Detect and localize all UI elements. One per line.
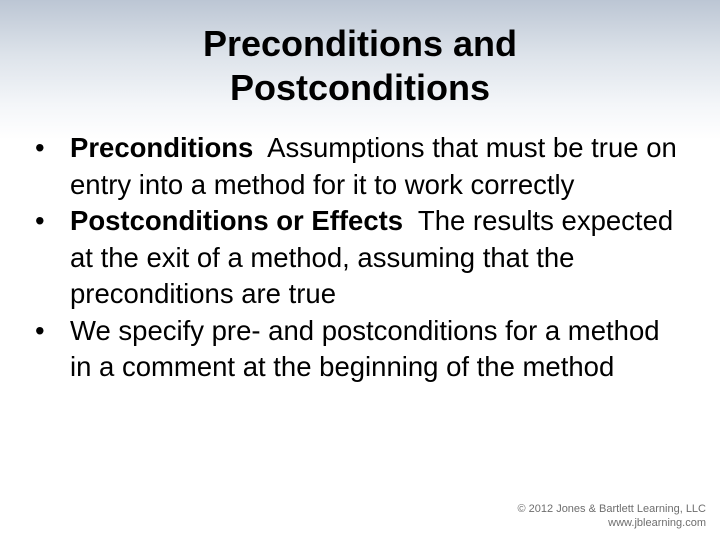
- bullet-text: The results expected at the exit of a method, assuming that the preconditions are true: [70, 205, 674, 309]
- bullet-text: Assumptions that must be true on entry into a method for it to work correctly: [70, 132, 677, 200]
- slide-title-line-2: Postconditions: [230, 67, 490, 108]
- footer-url: www.jblearning.com: [608, 517, 706, 529]
- bullet-item-preconditions: [0, 130, 720, 203]
- bullet-marker: •: [35, 205, 45, 236]
- bullet-term: Postconditions or Effects: [70, 205, 404, 236]
- bullet-term: Preconditions: [70, 132, 254, 163]
- bullet-list: [0, 130, 720, 386]
- footer-copyright: © 2012 Jones & Bartlett Learning, LLC: [517, 503, 706, 515]
- bullet-item-postconditions: [0, 203, 720, 313]
- bullet-marker: •: [35, 132, 45, 163]
- bullet-item-specify: [0, 313, 720, 386]
- slide-title: [60, 22, 660, 110]
- bullet-text: We specify pre- and postconditions for a method in a comment at the beginning of the method: [70, 314, 660, 382]
- copyright-footer: [518, 502, 707, 530]
- bullet-marker: •: [35, 314, 45, 346]
- slide-title-line-1: Preconditions and: [202, 23, 518, 64]
